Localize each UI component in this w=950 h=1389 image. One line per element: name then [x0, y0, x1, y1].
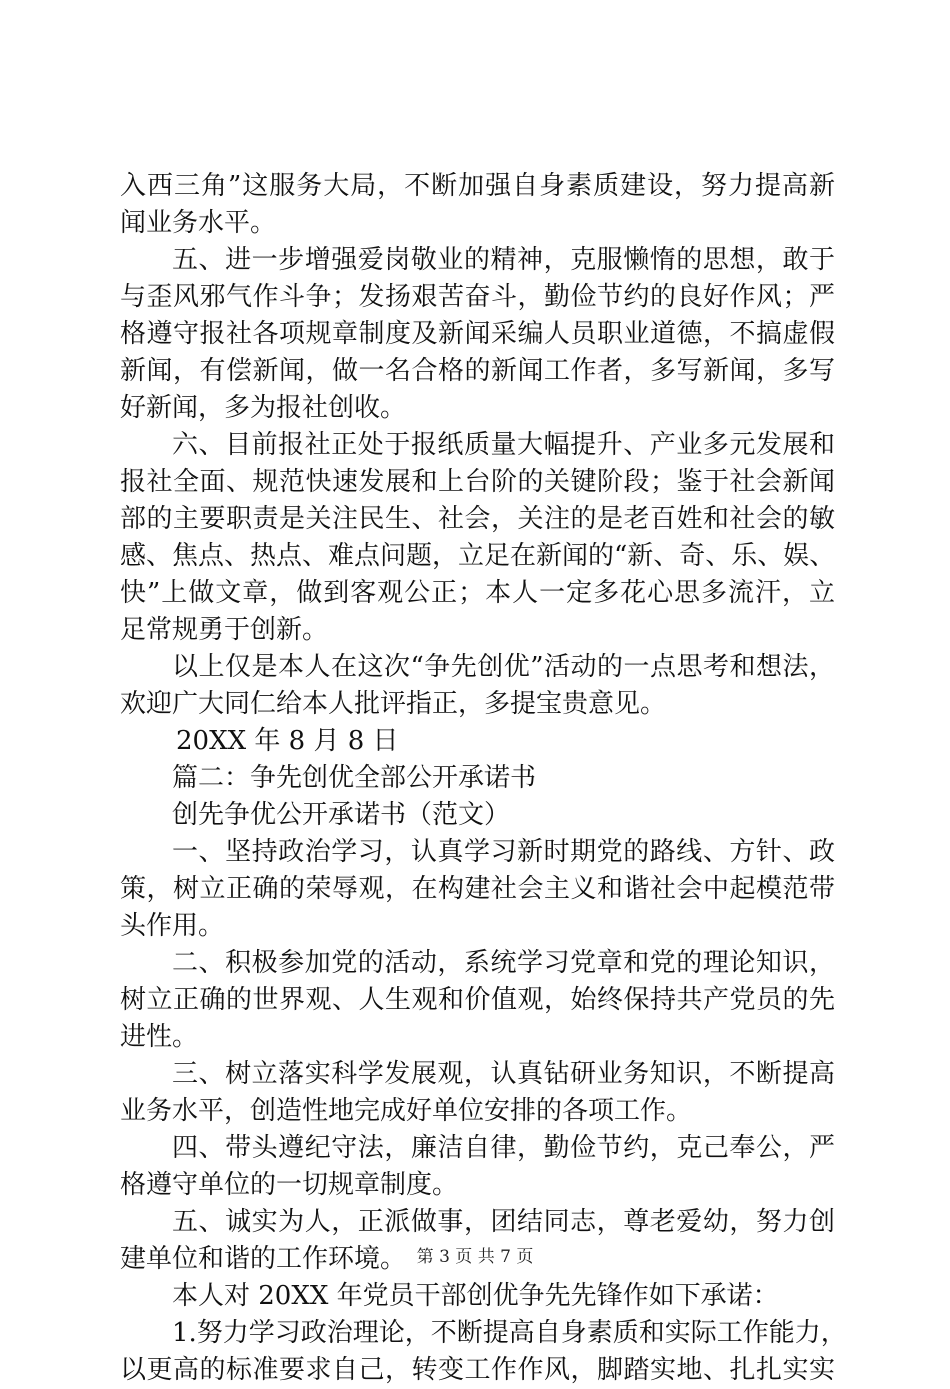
document-subtitle: 创先争优公开承诺书（范文）	[172, 800, 511, 830]
text-line: 入西三角”这服务大局，不断加强自身素质建设，努力提高新	[120, 171, 835, 201]
section-heading: 篇二：争先创优全部公开承诺书	[172, 763, 537, 793]
text-line: 新闻，有偿新闻，做一名合格的新闻工作者，多写新闻，多写	[120, 356, 835, 386]
date-line: 20XX 年 8 月 8 日	[176, 726, 399, 756]
text-line: 闻业务水平。	[120, 208, 277, 238]
text-line: 快”上做文章，做到客观公正；本人一定多花心思多流汗，立	[120, 578, 835, 608]
text-line: 以上仅是本人在这次“争先创优”活动的一点思考和想法，	[172, 652, 835, 682]
text-line: 四、带头遵纪守法，廉洁自律，勤俭节约，克己奉公，严	[172, 1133, 835, 1163]
text-line: 业务水平，创造性地完成好单位安排的各项工作。	[120, 1096, 693, 1126]
text-line: 本人对 20XX 年党员干部创优争先先锋作如下承诺：	[172, 1281, 779, 1311]
text-line: 好新闻，多为报社创收。	[120, 393, 407, 423]
text-line: 五、进一步增强爱岗敬业的精神，克服懒惰的思想，敢于	[172, 245, 835, 275]
text-line: 二、积极参加党的活动，系统学习党章和党的理论知识，	[172, 948, 835, 978]
text-line: 格遵守报社各项规章制度及新闻采编人员职业道德，不搞虚假	[120, 319, 835, 349]
text-line: 树立正确的世界观、人生观和价值观，始终保持共产党员的先	[120, 985, 835, 1015]
text-line: 感、焦点、热点、难点问题，立足在新闻的“新、奇、乐、娱、	[120, 541, 836, 571]
text-line: 足常规勇于创新。	[120, 615, 329, 645]
text-line: 策，树立正确的荣辱观，在构建社会主义和谐社会中起模范带	[120, 874, 835, 904]
text-line: 一、坚持政治学习，认真学习新时期党的路线、方针、政	[172, 837, 835, 867]
text-line: 部的主要职责是关注民生、社会，关注的是老百姓和社会的敏	[120, 504, 835, 534]
text-line: 欢迎广大同仁给本人批评指正，多提宝贵意见。	[120, 689, 667, 719]
document-body	[120, 168, 847, 1389]
text-line: 与歪风邪气作斗争；发扬艰苦奋斗，勤俭节约的良好作风；严	[120, 282, 835, 312]
text-line: 格遵守单位的一切规章制度。	[120, 1170, 459, 1200]
text-line: 五、诚实为人，正派做事，团结同志，尊老爱幼，努力创	[172, 1207, 835, 1237]
text-line: 进性。	[120, 1022, 199, 1052]
text-line: 三、树立落实科学发展观，认真钻研业务知识，不断提高	[172, 1059, 835, 1089]
text-line: 建单位和谐的工作环境。	[120, 1244, 407, 1274]
text-line: 六、目前报社正处于报纸质量大幅提升、产业多元发展和	[172, 430, 835, 460]
page-number-footer: 第 3 页 共 7 页	[416, 1247, 534, 1267]
text-line: 报社全面、规范快速发展和上台阶的关键阶段；鉴于社会新闻	[120, 467, 835, 497]
text-line: 1.努力学习政治理论，不断提高自身素质和实际工作能力，	[172, 1318, 847, 1348]
text-line: 以更高的标准要求自己，转变工作作风，脚踏实地、扎扎实实	[120, 1355, 835, 1385]
text-line: 头作用。	[120, 911, 225, 941]
